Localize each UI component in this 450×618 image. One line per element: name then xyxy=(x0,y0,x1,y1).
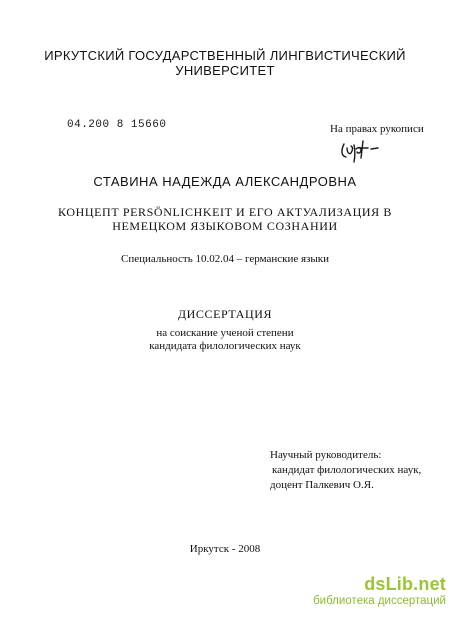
supervisor-degree: кандидат филологических наук, xyxy=(272,464,422,476)
university-name xyxy=(0,48,450,78)
handwritten-signature xyxy=(338,136,382,164)
university-line-1: ИРКУТСКИЙ ГОСУДАРСТВЕННЫЙ ЛИНГВИСТИЧЕСКИЙ xyxy=(44,48,406,63)
title-line-2: НЕМЕЦКОМ ЯЗЫКОВОМ СОЗНАНИИ xyxy=(112,219,338,233)
document-type: ДИССЕРТАЦИЯ xyxy=(177,307,273,321)
title-line-1: КОНЦЕПТ PERSÖNLICHKEIT И ЕГО АКТУАЛИЗАЦИЯ В xyxy=(58,205,392,219)
supervisor-block xyxy=(270,448,421,493)
archive-stamp: 04.200 8 15660 xyxy=(67,119,167,131)
city-year: Иркутск - 2008 xyxy=(189,543,261,555)
degree-line-1: на соискание ученой степени xyxy=(156,327,294,339)
supervisor-heading: Научный руководитель: xyxy=(270,449,382,461)
degree-info xyxy=(0,327,450,353)
degree-line-2: кандидата филологических наук xyxy=(149,340,301,352)
supervisor-name: доцент Палкевич О.Я. xyxy=(270,479,374,491)
dissertation-title xyxy=(0,205,450,233)
watermark-subtitle: библиотека диссертаций xyxy=(313,595,446,607)
rights-note: На правах рукописи xyxy=(330,123,424,135)
dslib-watermark xyxy=(296,574,446,608)
author-name: СТАВИНА НАДЕЖДА АЛЕКСАНДРОВНА xyxy=(93,174,357,189)
watermark-logo: dsLib.net xyxy=(364,574,446,594)
speciality: Специальность 10.02.04 – германские языки xyxy=(121,253,329,265)
university-line-2: УНИВЕРСИТЕТ xyxy=(175,63,275,78)
